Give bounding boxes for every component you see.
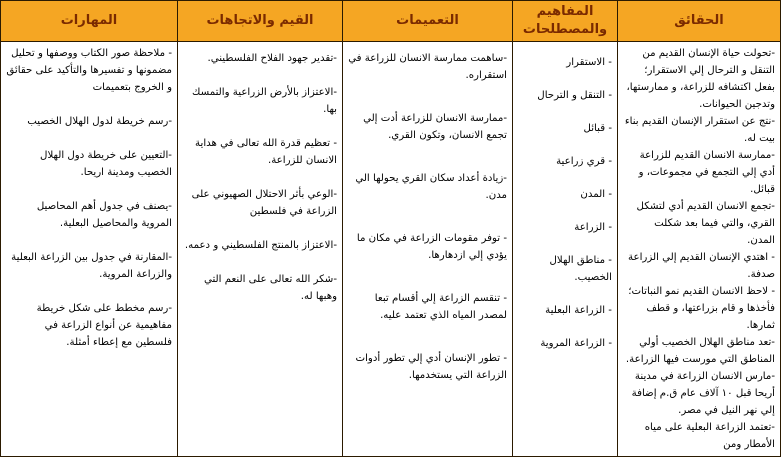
concept-item: - قبائل <box>583 123 612 134</box>
concepts-cell <box>513 42 618 457</box>
fact-item: -تجمع الانسان القديم أدي لتشكل القري، والتي فيما بعد شكلت المدن. <box>636 201 775 246</box>
header-row <box>1 1 781 42</box>
skill-item: - ملاحظة صور الكتاب ووصفها و تحليل مضمونها و تفسيرها والتأكيد على حقائق و الخروج بتعميمات <box>6 48 172 93</box>
fact-item: -تعتمد الزراعة البعلية على مياه الأمطار ومن <box>644 422 775 450</box>
concept-item: - الزراعة المروية <box>540 338 612 349</box>
fact-item: -تعد مناطق الهلال الخصيب أولي المناطق التي مورست فيها الزراعة. <box>625 337 775 365</box>
concept-item: - مناطق الهلال الخصيب. <box>549 255 612 283</box>
value-item: -شكر الله تعالى على النعم التي وهبها له. <box>203 274 337 302</box>
generalization-item: -ساهمت ممارسة الانسان للزراعة في استقراره. <box>348 53 507 81</box>
value-item: -تقدير جهود الفلاح الفلسطيني. <box>207 53 337 64</box>
concept-item: - التنقل و الترحال <box>537 90 612 101</box>
skill-item: -يصنف في جدول أهم المحاصيل المروية والمحاصيل البعلية. <box>36 201 172 229</box>
fact-item: -مارس الانسان الزراعة في مدينة أريحا قبل ١٠ آلاف عام ق.م إضافة إلي نهر النيل في مصر. <box>631 371 775 416</box>
fact-item: -تحولت حياة الإنسان القديم من التنقل و الترحال إلي الاستقرار؛ بفعل اكتشافه للزراعة، و ممارستها، وتدجين الحيوانات. <box>626 48 775 110</box>
fact-item: -نتج عن استقرار الإنسان القديم بناء بيت له. <box>624 116 775 144</box>
concept-item: - الزراعة <box>574 222 612 233</box>
header-generalizations: التعميمات <box>343 1 513 42</box>
skill-item: -المقارنة في جدول بين الزراعة البعلية والزراعة المروية. <box>11 252 172 280</box>
fact-item: -ممارسة الانسان القديم للزراعة أدي إلي التجمع في مجموعات، و قبائل. <box>638 150 775 195</box>
concept-item: - الاستقرار <box>566 57 612 68</box>
concept-item: - قري زراعية <box>556 156 612 167</box>
concept-item: - المدن <box>580 189 612 200</box>
concept-item: - الزراعة البعلية <box>545 305 612 316</box>
skills-cell <box>1 42 178 457</box>
generalization-item: - تنقسم الزراعة إلي أقسام تبعا لمصدر المياه الذي تعتمد عليه. <box>374 293 507 321</box>
header-concepts: المفاهيم والمصطلحات <box>513 1 618 42</box>
values-cell <box>178 42 343 457</box>
header-facts: الحقائق <box>618 1 781 42</box>
value-item: -الاعتزاز بالمنتج الفلسطيني و دعمه. <box>184 240 337 251</box>
generalizations-cell <box>343 42 513 457</box>
fact-item: - لاحظ الانسان القديم نمو النباتات؛ فأخذها و قام بزراعتها، و قطف ثمارها. <box>628 286 775 331</box>
fact-item: - اهتدي الإنسان القديم إلي الزراعة صدفة. <box>628 252 775 280</box>
header-values: القيم والاتجاهات <box>178 1 343 42</box>
skill-item: -رسم مخطط على شكل خريطة مفاهيمية عن أنواع الزراعة في فلسطين مع إعطاء أمثلة. <box>36 303 172 348</box>
skill-item: -التعيين على خريطة دول الهلال الخصيب ومدينة اريحا. <box>40 150 172 178</box>
value-item: - تعظيم قدرة الله تعالى في هداية الانسان للزراعة. <box>195 138 337 166</box>
skill-item: -رسم خريطة لدول الهلال الخصيب <box>27 116 172 127</box>
value-item: -الوعي بأثر الاحتلال الصهيوني على الزراعة في فلسطين <box>191 189 337 217</box>
generalization-item: -ممارسة الانسان للزراعة أدت إلي تجمع الانسان، وتكون القري. <box>363 113 507 141</box>
header-skills: المهارات <box>1 1 178 42</box>
value-item: -الاعتزاز بالأرض الزراعية والتمسك بها. <box>192 87 337 115</box>
generalization-item: - تطور الإنسان أدي إلي تطور أدوات الزراعة التي يستخدمها. <box>355 353 507 381</box>
content-row <box>1 42 781 457</box>
generalization-item: - توفر مقومات الزراعة في مكان ما يؤدي إلي ازدهارها. <box>356 233 507 261</box>
generalization-item: -زيادة أعداد سكان القري يحولها الي مدن. <box>355 173 507 201</box>
facts-cell <box>618 42 781 457</box>
